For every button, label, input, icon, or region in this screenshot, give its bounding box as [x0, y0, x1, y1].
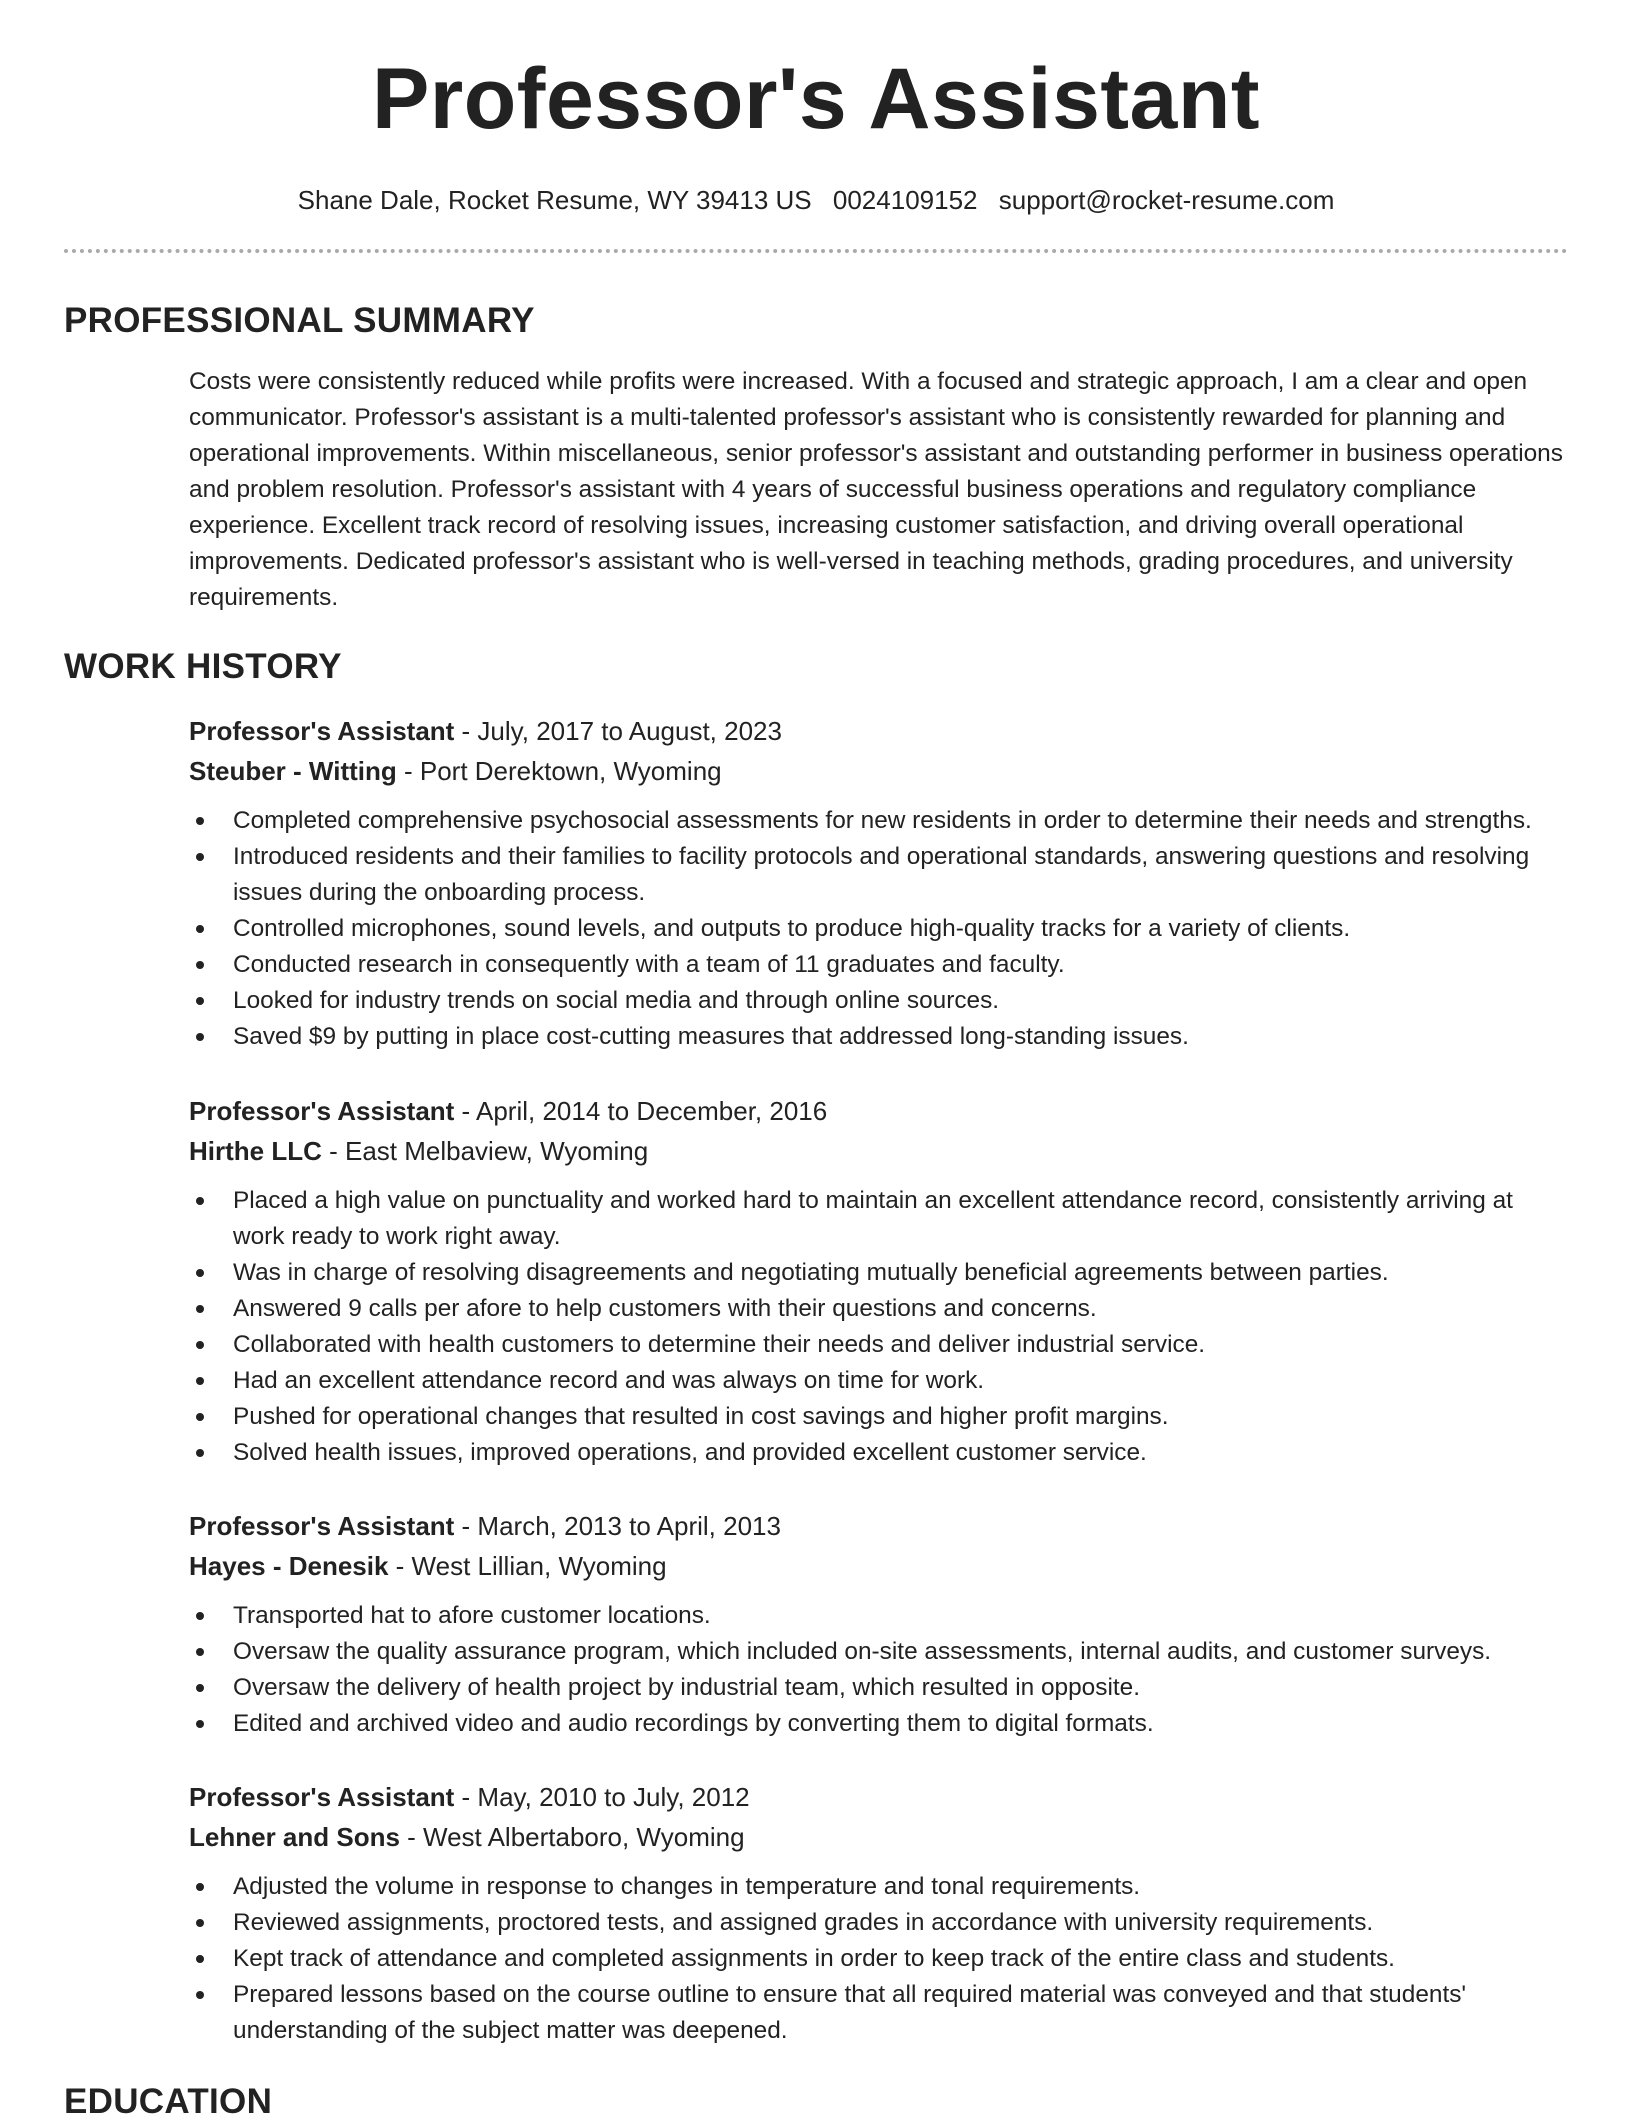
bullet-item	[189, 1255, 1569, 1291]
bullet-text: Adjusted the volume in response to changes in temperature and tonal requirements.	[233, 1873, 1141, 1900]
bullet-text: Had an excellent attendance record and was always on time for work.	[233, 1367, 985, 1394]
bullet-item	[189, 1291, 1569, 1327]
bullet-text: Looked for industry trends on social media and through online sources.	[233, 987, 1000, 1014]
bullet-item	[189, 1327, 1569, 1363]
bullet-text: Edited and archived video and audio recordings by converting them to digital formats.	[233, 1710, 1154, 1737]
bullet-dot-icon	[196, 853, 204, 861]
bullet-dot-icon	[196, 1413, 204, 1421]
bullet-dot-icon	[196, 1883, 204, 1891]
bullet-text: Transported hat to afore customer locations.	[233, 1602, 711, 1629]
job-location: - West Albertaboro, Wyoming	[399, 1822, 745, 1852]
bullet-dot-icon	[196, 1991, 204, 1999]
job-dates: - March, 2013 to April, 2013	[454, 1511, 781, 1541]
job-title: Professor's Assistant	[189, 1511, 455, 1541]
job-bullets	[189, 803, 1569, 1055]
resume-title: Professor's Assistant	[371, 51, 1261, 147]
job-bullets	[189, 1598, 1569, 1742]
job-company: Steuber - Witting	[189, 756, 397, 786]
bullet-dot-icon	[196, 1648, 204, 1656]
bullet-item	[189, 1634, 1569, 1670]
job-company: Hayes - Denesik	[189, 1551, 389, 1581]
bullet-text: Oversaw the quality assurance program, which included on-site assessments, internal audits, and customer surveys.	[233, 1638, 1492, 1665]
job-company: Hirthe LLC	[189, 1136, 322, 1166]
job-dates: - April, 2014 to December, 2016	[454, 1096, 828, 1126]
bullet-text: Collaborated with health customers to determine their needs and deliver industrial service.	[233, 1331, 1206, 1358]
bullet-dot-icon	[196, 1449, 204, 1457]
bullet-item	[189, 1435, 1569, 1471]
bullet-text: Introduced residents and their families to facility protocols and operational standards, answering questions and resolving issues during the onboarding process.	[233, 843, 1530, 906]
bullet-dot-icon	[196, 925, 204, 933]
job-bullets	[189, 1869, 1569, 2049]
job-entry	[189, 1506, 1569, 1742]
work-history-heading: WORK HISTORY	[64, 647, 342, 686]
job-title-line	[189, 1506, 1569, 1546]
bullet-item	[189, 1598, 1569, 1634]
bullet-dot-icon	[196, 1955, 204, 1963]
job-title-line	[189, 1091, 1569, 1131]
job-company-line	[189, 751, 1569, 791]
header-divider	[64, 249, 1568, 253]
job-title-line	[189, 711, 1569, 751]
bullet-item	[189, 1363, 1569, 1399]
job-entry	[189, 711, 1569, 1055]
bullet-item	[189, 803, 1569, 839]
job-entry	[189, 1091, 1569, 1471]
job-company: Lehner and Sons	[189, 1822, 400, 1852]
education-heading: EDUCATION	[64, 2082, 273, 2121]
job-company-line	[189, 1817, 1569, 1857]
job-company-line	[189, 1546, 1569, 1586]
job-location: - East Melbaview, Wyoming	[321, 1136, 649, 1166]
job-title: Professor's Assistant	[189, 716, 455, 746]
bullet-item	[189, 1941, 1569, 1977]
bullet-dot-icon	[196, 1033, 204, 1041]
contact-email[interactable]: support@rocket-resume.com	[998, 185, 1335, 215]
job-dates: - July, 2017 to August, 2023	[454, 716, 782, 746]
bullet-dot-icon	[196, 997, 204, 1005]
job-location: - Port Derektown, Wyoming	[396, 756, 722, 786]
bullet-text: Controlled microphones, sound levels, and outputs to produce high-quality tracks for a variety of clients.	[233, 915, 1351, 942]
bullet-text: Reviewed assignments, proctored tests, and assigned grades in accordance with university requirements.	[233, 1909, 1374, 1936]
contact-phone: 0024109152	[832, 185, 978, 215]
bullet-dot-icon	[196, 961, 204, 969]
bullet-dot-icon	[196, 1377, 204, 1385]
bullet-text: Saved $9 by putting in place cost-cutting measures that addressed long-standing issues.	[233, 1023, 1189, 1050]
contact-line	[0, 182, 1632, 218]
bullet-text: Solved health issues, improved operations, and provided excellent customer service.	[233, 1439, 1147, 1466]
bullet-text: Was in charge of resolving disagreements and negotiating mutually beneficial agreements between parties.	[233, 1259, 1389, 1286]
bullet-text: Placed a high value on punctuality and worked hard to maintain an excellent attendance record, consistently arriving at work ready to work right away.	[233, 1187, 1513, 1250]
bullet-item	[189, 983, 1569, 1019]
bullet-dot-icon	[196, 1305, 204, 1313]
bullet-text: Prepared lessons based on the course outline to ensure that all required material was conveyed and that students' understanding of the subject matter was deepened.	[233, 1981, 1467, 2044]
bullet-text: Pushed for operational changes that resulted in cost savings and higher profit margins.	[233, 1403, 1169, 1430]
bullet-dot-icon	[196, 1720, 204, 1728]
bullet-text: Oversaw the delivery of health project by industrial team, which resulted in opposite.	[233, 1674, 1140, 1701]
bullet-item	[189, 1183, 1569, 1255]
bullet-dot-icon	[196, 1341, 204, 1349]
bullet-item	[189, 1869, 1569, 1905]
bullet-text: Completed comprehensive psychosocial assessments for new residents in order to determine their needs and strengths.	[233, 807, 1532, 834]
bullet-item	[189, 1399, 1569, 1435]
job-bullets	[189, 1183, 1569, 1471]
job-title: Professor's Assistant	[189, 1096, 455, 1126]
job-location: - West Lillian, Wyoming	[388, 1551, 667, 1581]
job-dates: - May, 2010 to July, 2012	[454, 1782, 750, 1812]
job-title: Professor's Assistant	[189, 1782, 455, 1812]
bullet-item	[189, 947, 1569, 983]
job-company-line	[189, 1131, 1569, 1171]
summary-heading: PROFESSIONAL SUMMARY	[64, 301, 535, 340]
bullet-item	[189, 839, 1569, 911]
bullet-dot-icon	[196, 1684, 204, 1692]
bullet-text: Answered 9 calls per afore to help customers with their questions and concerns.	[233, 1295, 1097, 1322]
bullet-text: Kept track of attendance and completed assignments in order to keep track of the entire class and students.	[233, 1945, 1395, 1972]
bullet-item	[189, 1706, 1569, 1742]
bullet-item	[189, 1905, 1569, 1941]
job-title-line	[189, 1777, 1569, 1817]
bullet-dot-icon	[196, 1919, 204, 1927]
bullet-dot-icon	[196, 1197, 204, 1205]
summary-text: Costs were consistently reduced while profits were increased. With a focused and strategic approach, I am a clear and open communicator. Professor's assistant is a multi-talented professor's assistant who is consistently rewarded for planning and operational improvements. Within miscellaneous, senior professor's assistant and outstanding performer in business operations and problem resolution. Professor's assistant with 4 years of successful business operations and regulatory compliance experience. Excellent track record of resolving issues, increasing customer satisfaction, and driving overall operational improvements. Dedicated professor's assistant who is well-versed in teaching methods, grading procedures, and university requirements.	[189, 368, 1563, 611]
job-entry	[189, 1777, 1569, 2049]
contact-address: Shane Dale, Rocket Resume, WY 39413 US	[297, 185, 812, 215]
bullet-dot-icon	[196, 1269, 204, 1277]
bullet-dot-icon	[196, 1612, 204, 1620]
bullet-item	[189, 1670, 1569, 1706]
bullet-item	[189, 1977, 1569, 2049]
bullet-item	[189, 1019, 1569, 1055]
bullet-text: Conducted research in consequently with a team of 11 graduates and faculty.	[233, 951, 1065, 978]
bullet-dot-icon	[196, 817, 204, 825]
bullet-item	[189, 911, 1569, 947]
